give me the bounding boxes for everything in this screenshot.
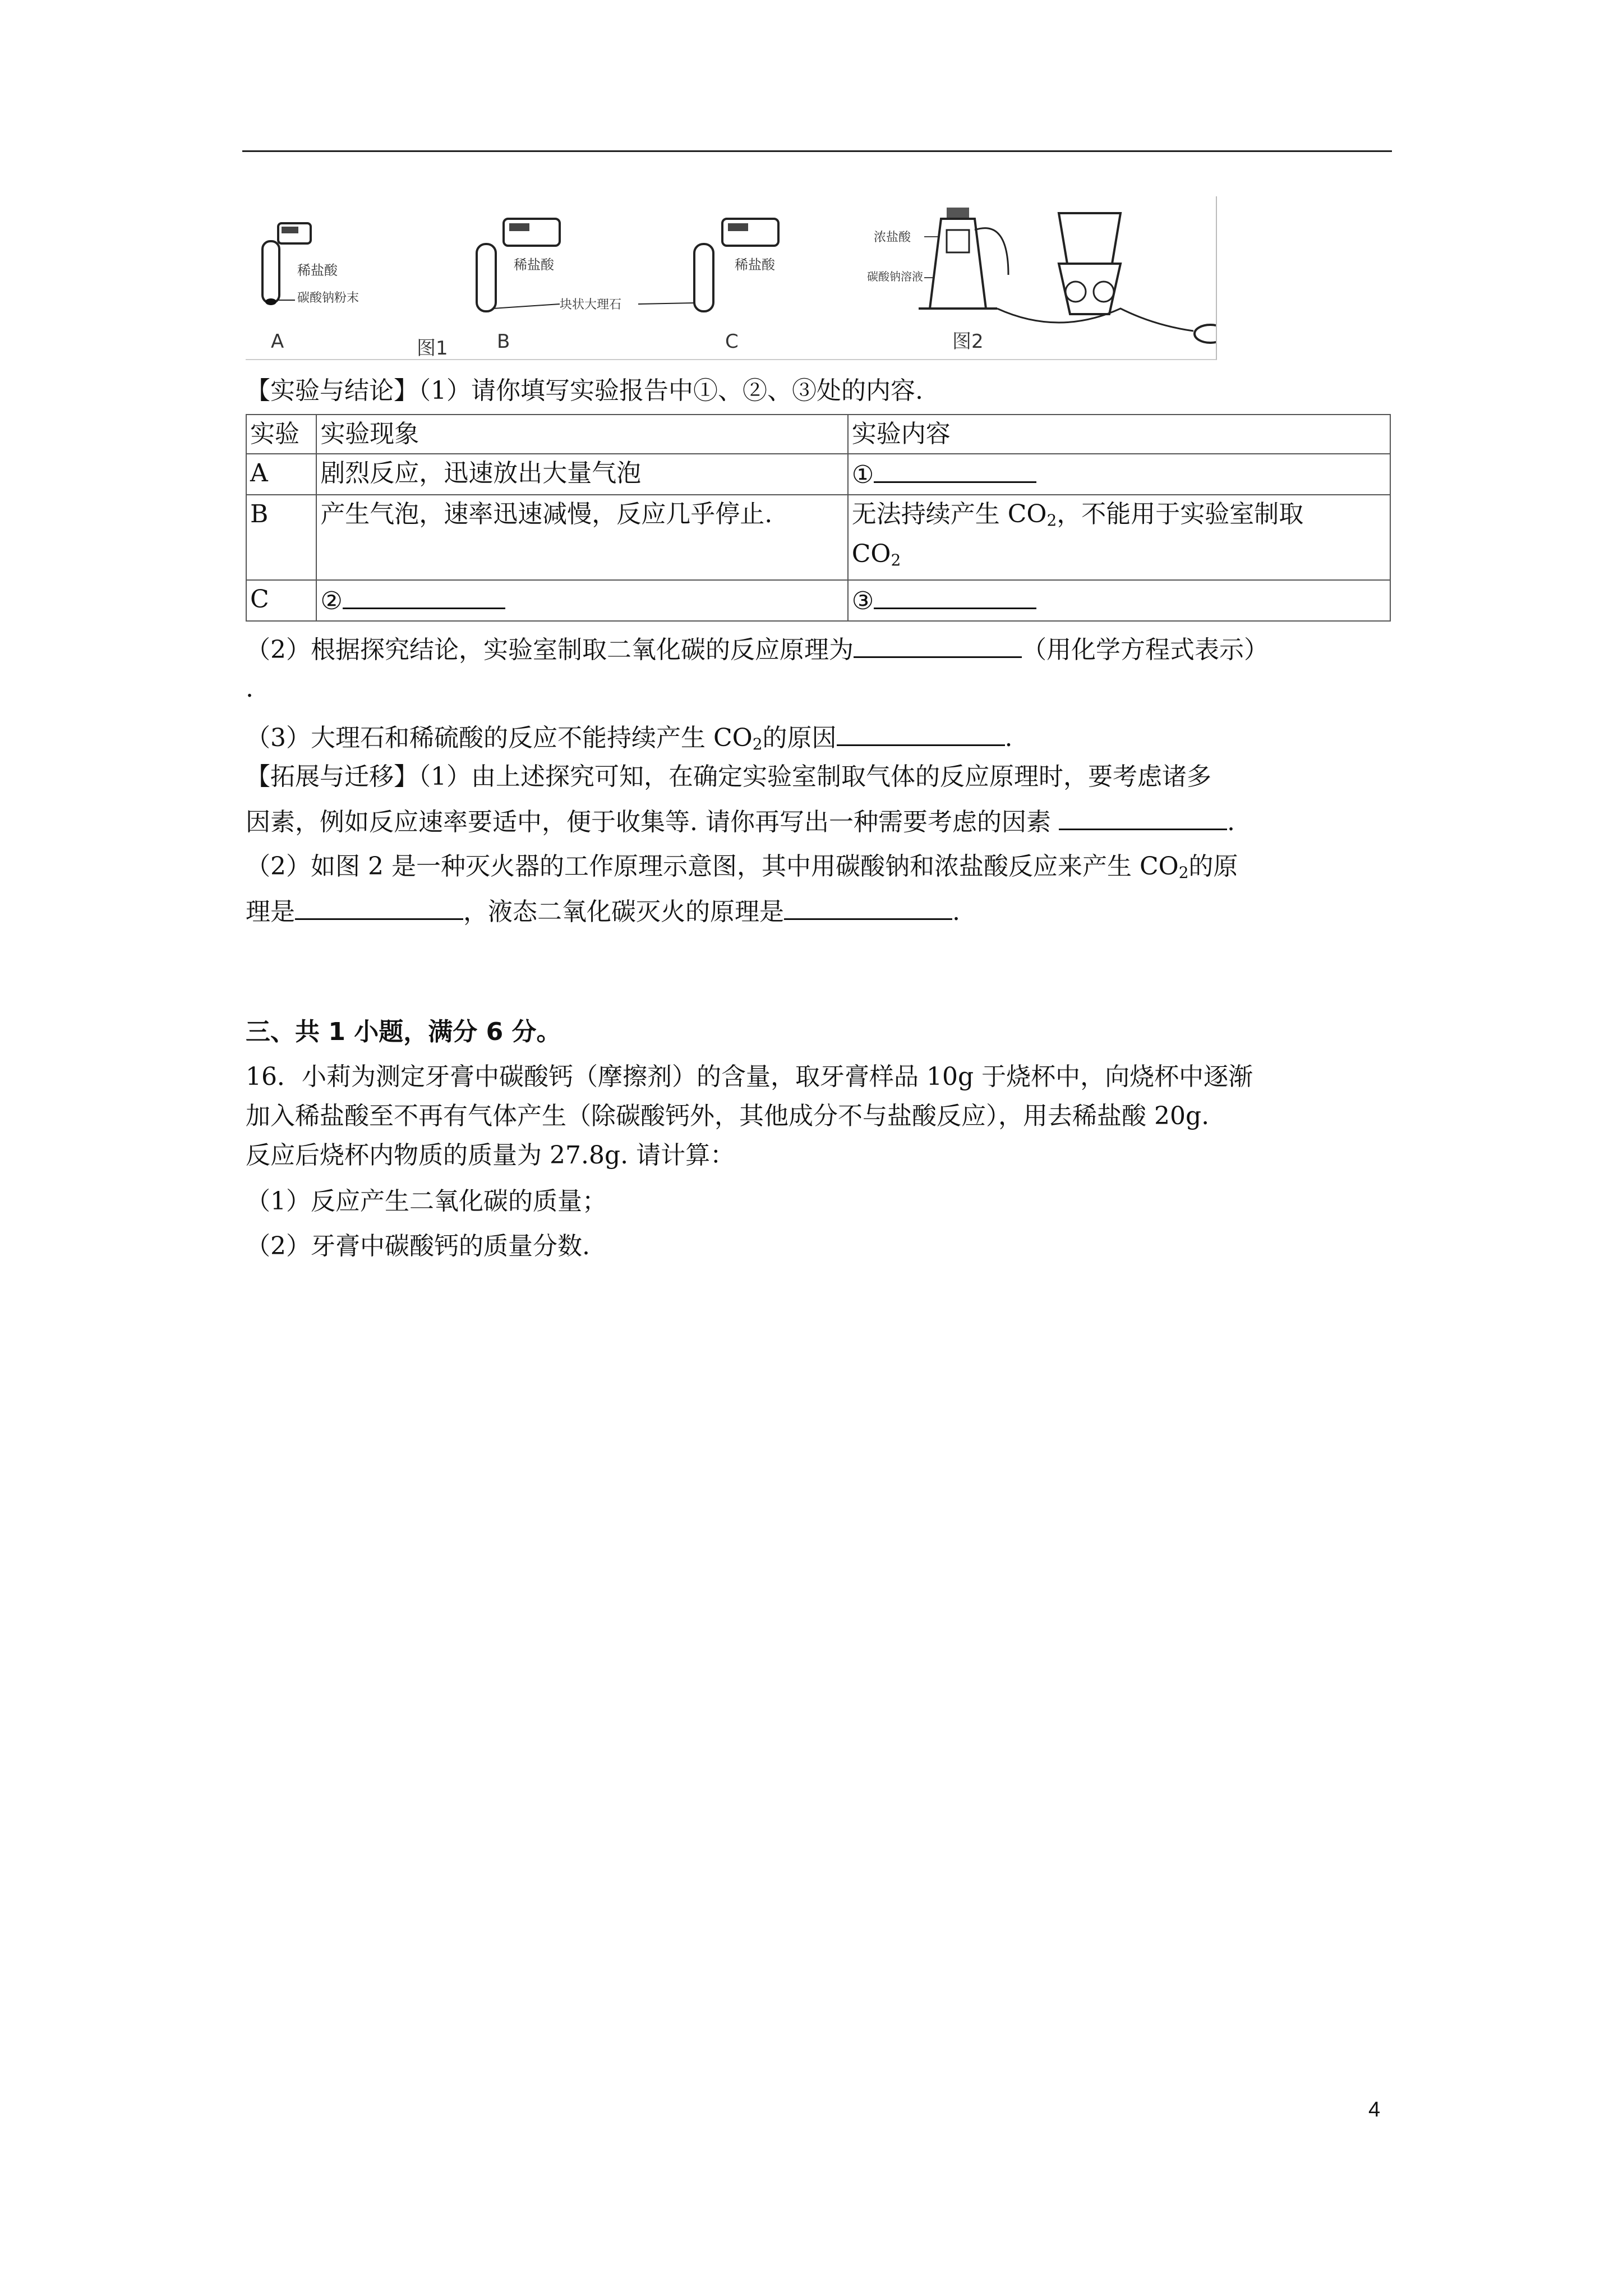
row-content (848, 580, 1390, 621)
extinguisher-diagram (867, 208, 1216, 353)
fig1-caption: 图1 (417, 337, 448, 359)
answer-blank-principle[interactable] (295, 894, 463, 920)
answer-blank-equation[interactable] (854, 632, 1022, 658)
answer-blank-reason[interactable] (837, 720, 1005, 746)
experiment-figures (246, 196, 1217, 360)
question-2-dot: . (246, 674, 253, 703)
table-header-row (246, 415, 1390, 454)
experiment-report-table (246, 414, 1391, 622)
fig2-acid-label: 浓盐酸 (874, 231, 911, 245)
fig-letter-c: C (725, 330, 739, 353)
figure-svg (246, 196, 1216, 359)
row-id: C (246, 580, 316, 621)
table-row (246, 495, 1390, 580)
row-phenomenon: 剧烈反应，迅速放出大量气泡 (316, 454, 847, 495)
apparatus-a (262, 223, 359, 353)
q16-sub-1: （1）反应产生二氧化碳的质量； (246, 1187, 607, 1216)
answer-blank-extinguish[interactable] (784, 894, 952, 920)
extension-q2-line-2: 理是 ，液态二氧化碳灭火的原理是 . (246, 894, 960, 930)
header-rule (242, 150, 1392, 152)
page-number: 4 (1368, 2098, 1381, 2122)
answer-blank-3[interactable] (874, 583, 1036, 609)
row-id: A (246, 454, 316, 495)
q16-line-2: 加入稀盐酸至不再有气体产生（除碳酸钙外，其他成分不与盐酸反应），用去稀盐酸 20g. (246, 1102, 1210, 1130)
header-cell: 实验内容 (848, 415, 1390, 454)
row-phenomenon (316, 580, 847, 621)
fig-b-acid-label: 稀盐酸 (514, 257, 554, 273)
blank-marker: ② (320, 587, 343, 615)
answer-blank-1[interactable] (874, 457, 1036, 483)
extension-line-2: 因素，例如反应速率要适中，便于收集等. 请你再写出一种需要考虑的因素 . (246, 804, 1235, 840)
fig-letter-a: A (271, 330, 284, 353)
fig2-caption: 图2 (952, 330, 984, 353)
table-row (246, 580, 1390, 621)
header-cell: 实验现象 (316, 415, 847, 454)
q16-line-1: 16．小莉为测定牙膏中碳酸钙（摩擦剂）的含量，取牙膏样品 10g 于烧杯中，向烧杯中逐渐 (246, 1062, 1253, 1091)
row-id: B (246, 495, 316, 580)
fig-a-solid-label: 碳酸钠粉末 (297, 291, 359, 305)
apparatus-c (638, 219, 778, 353)
fig2-solution-label: 碳酸钠溶液 (867, 270, 923, 283)
question-2: （2）根据探究结论，实验室制取二氧化碳的反应原理为 （用化学方程式表示） (246, 632, 1269, 668)
row-content: 无法持续产生 $CO_2$，不能用于实验室制取 $CO_2$ (848, 495, 1390, 580)
exp-heading: 【实验与结论】（1）请你填写实验报告中①、②、③处的内容. (246, 376, 923, 405)
answer-blank-2[interactable] (343, 583, 505, 609)
row-content (848, 454, 1390, 495)
header-cell: 实验 (246, 415, 316, 454)
table-row (246, 454, 1390, 495)
q16-line-3: 反应后烧杯内物质的质量为 27.8g. 请计算： (246, 1141, 735, 1170)
blank-marker: ① (851, 461, 874, 489)
row-phenomenon: 产生气泡，速率迅速减慢，反应几乎停止. (316, 495, 847, 580)
fig-c-acid-label: 稀盐酸 (735, 257, 775, 273)
fig-letter-b: B (497, 330, 510, 353)
section-3-title: 三、共 1 小题，满分 6 分。 (246, 1018, 561, 1046)
fig-b-solid-label: 块状大理石 (560, 298, 622, 312)
blank-marker: ③ (851, 587, 874, 615)
fig-a-acid-label: 稀盐酸 (297, 263, 338, 278)
question-3: （3）大理石和稀硫酸的反应不能持续产生 $CO_2$的原因 . (246, 720, 1013, 762)
extension-line-1: 【拓展与迁移】（1）由上述探究可知，在确定实验室制取气体的反应原理时，要考虑诸多 (246, 762, 1211, 791)
extension-q2-line-1: （2）如图 2 是一种灭火器的工作原理示意图，其中用碳酸钠和浓盐酸反应来产生 $CO_2$的原 (246, 852, 1238, 882)
q16-sub-2: （2）牙膏中碳酸钙的质量分数. (246, 1232, 590, 1260)
apparatus-b (477, 219, 621, 353)
answer-blank-factor[interactable] (1059, 804, 1227, 830)
